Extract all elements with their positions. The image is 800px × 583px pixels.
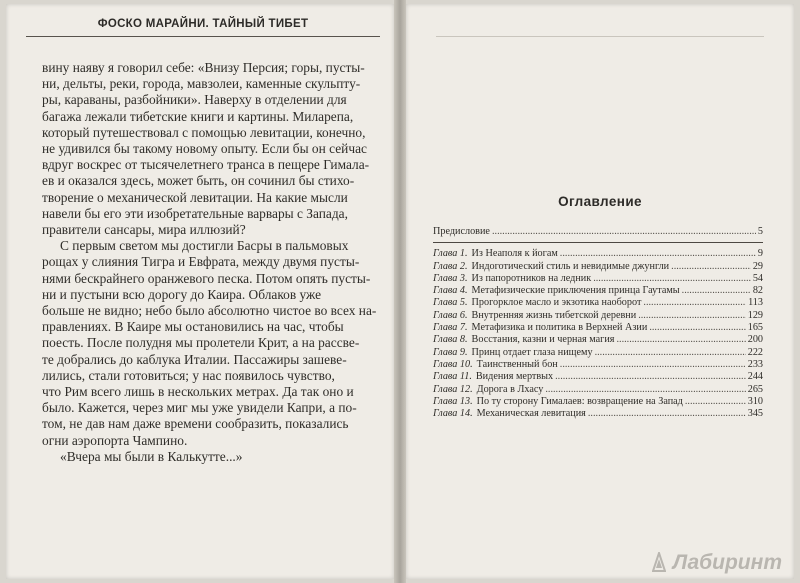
- toc-chapter-row: [433, 408, 763, 420]
- toc-chapter-row: [433, 248, 763, 260]
- watermark-text: Лабиринт: [672, 551, 782, 574]
- toc-chapter-page: 129: [747, 309, 763, 321]
- book-gutter: [394, 0, 406, 583]
- text-line: больше не видно; небо было абсолютно чистое во всех на-: [42, 303, 377, 319]
- toc-leader-dots: [643, 297, 746, 309]
- toc-chapter-page: 310: [747, 395, 763, 407]
- toc-leader-dots: [492, 226, 756, 238]
- toc-chapter-title: Индоготический стиль и невидимые джунгли: [471, 260, 670, 272]
- text-line: ры, караваны, разбойники». Наверху в отделении для: [42, 92, 347, 108]
- text-line: лились, стали готовиться; у нас появилось чувство,: [42, 367, 335, 383]
- toc-chapter-label: [433, 297, 641, 309]
- toc-leader-dots: [560, 248, 756, 260]
- toc-chapter-label: [433, 285, 680, 297]
- toc-chapter-prefix: Глава 11.: [433, 371, 472, 383]
- toc-leader-dots: [593, 273, 751, 285]
- toc-chapter-prefix: Глава 2.: [433, 260, 468, 272]
- toc-leader-dots: [682, 285, 751, 297]
- text-line: который путешествовал с помощью левитации, конечно,: [42, 124, 366, 140]
- toc-chapter-prefix: Глава 10.: [433, 358, 473, 370]
- toc-chapter-page: 265: [747, 383, 763, 395]
- table-of-contents: [433, 224, 763, 420]
- toc-chapter-label: [433, 371, 553, 383]
- toc-chapter-page: 113: [748, 297, 763, 309]
- toc-chapter-title: Из папоротников на ледник: [471, 272, 592, 284]
- toc-leader-dots: [588, 408, 746, 420]
- toc-preface-title: Предисловие: [433, 226, 490, 237]
- toc-chapter-prefix: Глава 3.: [433, 272, 468, 284]
- text-line: ев и оказался здесь, может быть, он сочинил бы стихо-: [42, 173, 355, 189]
- toc-chapter-title: Восстания, казни и черная магия: [471, 334, 615, 346]
- toc-preface-page: 5: [757, 226, 763, 237]
- text-line: ни, дельты, реки, города, мавзолеи, каменные скульпту-: [42, 76, 361, 92]
- labirint-watermark: [652, 551, 782, 575]
- text-line: вину наяву я говорил себе: «Внизу Персия; горы, пусты-: [42, 60, 365, 75]
- toc-chapter-prefix: Глава 1.: [433, 248, 468, 260]
- toc-chapter-prefix: Глава 13.: [433, 395, 473, 407]
- toc-chapter-page: 29: [752, 260, 763, 272]
- text-line: поесть. После полудня мы пролетели Крит, а на рассве-: [42, 335, 360, 351]
- toc-chapter-row: [433, 322, 763, 334]
- toc-chapter-label: [433, 322, 647, 334]
- faint-header-rule: [436, 36, 764, 37]
- toc-chapter-title: Метафизические приключения принца Гаутамы: [471, 285, 680, 297]
- toc-divider: [433, 242, 763, 243]
- toc-chapter-row: [433, 396, 763, 408]
- toc-chapter-title: Дорога в Лхасу: [476, 383, 544, 395]
- toc-chapter-page: 165: [747, 322, 763, 334]
- toc-chapter-row: [433, 261, 763, 273]
- text-line: вдруг воскрес от тысячелетнего транса в пещере Гимала-: [42, 157, 370, 173]
- text-line: не удивился бы такому новому опыту. Если бы он сейчас: [42, 141, 367, 157]
- toc-chapter-title: Механическая левитация: [476, 408, 586, 420]
- text-line: что Рим всего лишь в нескольких метрах. Да так оно и: [42, 384, 354, 400]
- toc-chapter-title: По ту сторону Гималаев: возвращение на Запад: [476, 395, 683, 407]
- toc-chapter-label: [433, 261, 669, 273]
- toc-title: Оглавление: [558, 194, 642, 209]
- text-line: багажа лежали тибетские книги и картины. Миларепа,: [42, 108, 354, 124]
- toc-leader-dots: [560, 359, 746, 371]
- running-head: ФОСКО МАРАЙНИ. ТАЙНЫЙ ТИБЕТ: [97, 18, 309, 30]
- text-line: правители сансары, мира иллюзий?: [42, 222, 246, 238]
- toc-leader-dots: [671, 261, 751, 273]
- paragraph: [42, 238, 377, 449]
- toc-chapter-page: 244: [747, 371, 763, 383]
- toc-chapter-page: 9: [757, 248, 763, 260]
- text-line: ни и пустыни всю дорогу до Каира. Облаков уже: [42, 286, 322, 302]
- toc-chapter-label: [433, 408, 586, 420]
- toc-chapter-prefix: Глава 8.: [433, 334, 468, 346]
- toc-chapter-label: [433, 310, 636, 322]
- right-page: [406, 4, 794, 579]
- toc-chapter-label: [433, 396, 683, 408]
- header-rule: [26, 36, 380, 37]
- text-line: нями бескрайнего оранжевого песка. Потом опять пусты-: [42, 270, 371, 286]
- toc-chapter-row: [433, 310, 763, 322]
- toc-chapter-label: [433, 347, 593, 359]
- toc-chapter-row: [433, 273, 763, 285]
- text-line: творение о механической левитации. На какие мысли: [42, 189, 348, 205]
- toc-chapter-label: [433, 248, 558, 260]
- toc-chapter-label: [433, 334, 614, 346]
- toc-chapter-page: 82: [752, 285, 763, 297]
- text-line: правлениях. В Каире мы остановились на час, чтобы: [42, 319, 344, 335]
- text-line: том, не дав нам даже времени сообразить, показались: [42, 416, 349, 432]
- toc-chapter-title: Метафизика и политика в Верхней Азии: [471, 322, 648, 334]
- toc-chapter-prefix: Глава 12.: [433, 383, 473, 395]
- labirint-logo-icon: [652, 552, 666, 572]
- toc-chapter-page: 222: [747, 346, 763, 358]
- toc-chapter-row: [433, 285, 763, 297]
- toc-chapter-row: [433, 347, 763, 359]
- toc-leader-dots: [545, 384, 745, 396]
- toc-leader-dots: [638, 310, 746, 322]
- toc-chapter-label: [433, 384, 543, 396]
- toc-leader-dots: [649, 322, 745, 334]
- toc-chapter-label: [433, 359, 558, 371]
- toc-chapter-prefix: Глава 9.: [433, 346, 468, 358]
- toc-chapter-label: [433, 273, 591, 285]
- toc-chapter-row: [433, 359, 763, 371]
- toc-chapter-page: 54: [752, 272, 763, 284]
- toc-chapter-title: Из Неаполя к йогам: [471, 248, 558, 260]
- text-line: рощах у слияния Тигра и Евфрата, между двумя пусты-: [42, 254, 360, 270]
- toc-chapter-page: 345: [747, 408, 763, 420]
- text-line: те добрались до каблука Италии. Пассажиры зашеве-: [42, 351, 347, 367]
- toc-chapter-title: Принц отдает глаза нищему: [471, 346, 593, 358]
- toc-chapter-prefix: Глава 14.: [433, 408, 473, 420]
- toc-chapter-row: [433, 297, 763, 309]
- toc-chapter-prefix: Глава 5.: [433, 297, 468, 309]
- toc-chapter-title: Внутренняя жизнь тибетской деревни: [471, 309, 637, 321]
- toc-chapter-list: [433, 248, 763, 420]
- toc-preface-row: [433, 226, 763, 238]
- text-line: огни аэропорта Чампино.: [42, 432, 188, 448]
- toc-chapter-row: [433, 334, 763, 346]
- toc-leader-dots: [595, 347, 746, 359]
- toc-chapter-prefix: Глава 4.: [433, 285, 468, 297]
- toc-chapter-title: Таинственный бон: [476, 358, 558, 370]
- toc-chapter-title: Видения мертвых: [475, 371, 554, 383]
- toc-leader-dots: [616, 334, 745, 346]
- text-line: навели бы его эти изобретательные варвары с Запада,: [42, 205, 348, 221]
- body-text: [42, 60, 377, 465]
- text-line: «Вчера мы были в Калькутте...»: [60, 448, 243, 464]
- toc-chapter-page: 200: [747, 334, 763, 346]
- toc-chapter-row: [433, 371, 763, 383]
- toc-chapter-prefix: Глава 7.: [433, 322, 468, 334]
- toc-chapter-page: 233: [747, 358, 763, 370]
- left-page: [6, 4, 394, 579]
- text-line: С первым светом мы достигли Басры в пальмовых: [60, 238, 349, 254]
- toc-leader-dots: [555, 371, 746, 383]
- paragraph: [42, 449, 362, 465]
- toc-chapter-title: Прогорклое масло и экзотика наоборот: [471, 297, 642, 309]
- paragraph: [42, 60, 370, 238]
- toc-chapter-row: [433, 384, 763, 396]
- text-line: было. Кажется, через миг мы уже увидели Капри, а по-: [42, 400, 357, 416]
- toc-chapter-prefix: Глава 6.: [433, 309, 468, 321]
- toc-leader-dots: [685, 396, 746, 408]
